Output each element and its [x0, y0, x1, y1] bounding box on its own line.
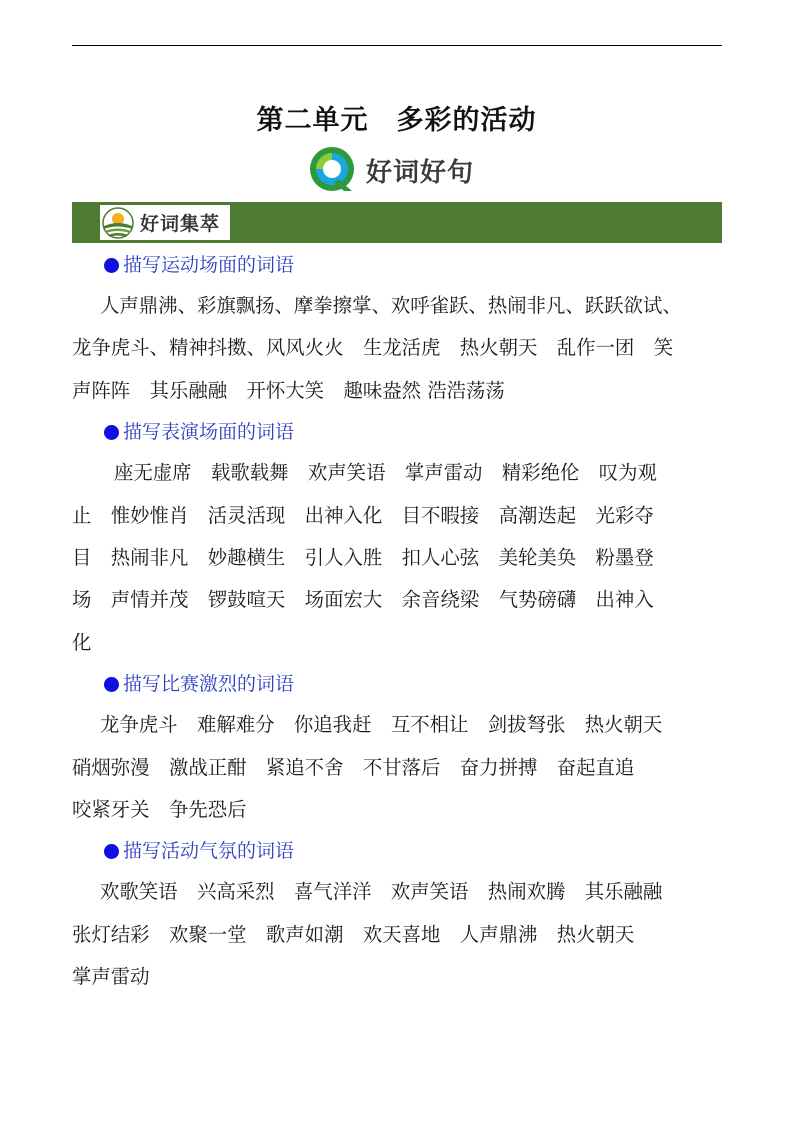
word-line: 掌声雷动	[72, 965, 150, 989]
section-heading	[72, 664, 724, 704]
section-logo	[308, 145, 474, 195]
section-heading-text: 描写运动场面的词语	[123, 254, 295, 276]
logo-text: 好词好句	[366, 157, 475, 188]
word-line: 龙争虎斗 难解难分 你追我赶 互不相让 剑拔弩张 热火朝天	[100, 713, 663, 737]
section-banner	[72, 202, 722, 243]
section-heading-text: 描写活动气氛的词语	[123, 840, 295, 863]
section-heading	[72, 831, 724, 871]
bullet-icon	[104, 677, 119, 692]
page-title: 第二单元 多彩的活动	[256, 105, 537, 136]
top-rule	[72, 45, 722, 46]
word-line: 硝烟弥漫 激战正酣 紧追不舍 不甘落后 奋力拼搏 奋起直追	[72, 755, 635, 779]
word-line: 人声鼎沸、彩旗飘扬、摩拳擦掌、欢呼雀跃、热闹非凡、跃跃欲试、	[100, 294, 682, 317]
word-line: 声阵阵 其乐融融 开怀大笑 趣味盎然 浩浩荡荡	[72, 378, 505, 402]
sunrise-field-icon	[102, 207, 134, 239]
section-heading-text: 描写比赛激烈的词语	[123, 673, 295, 696]
bullet-icon	[104, 258, 119, 273]
q-logo-icon	[308, 145, 358, 195]
section-heading-text: 描写表演场面的词语	[123, 421, 295, 444]
word-line: 欢歌笑语 兴高采烈 喜气洋洋 欢声笑语 热闹欢腾 其乐融融	[100, 880, 663, 904]
bullet-icon	[104, 425, 119, 440]
word-line: 场 声情并茂 锣鼓喧天 场面宏大 余音绕梁 气势磅礴 出神入	[72, 588, 654, 612]
bullet-icon	[104, 844, 119, 859]
word-line: 目 热闹非凡 妙趣横生 引人入胜 扣人心弦 美轮美奂 粉墨登	[72, 546, 654, 570]
word-line: 龙争虎斗、精神抖擞、风风火火 生龙活虎 热火朝天 乱作一团 笑	[72, 336, 674, 360]
word-line: 止 惟妙惟肖 活灵活现 出神入化 目不暇接 高潮迭起 光彩夺	[72, 503, 654, 527]
banner-badge	[100, 205, 230, 240]
banner-label: 好词集萃	[140, 213, 221, 235]
word-line: 座无虚席 载歌载舞 欢声笑语 掌声雷动 精彩绝伦 叹为观	[114, 461, 657, 485]
word-line: 咬紧牙关 争先恐后	[72, 798, 247, 822]
word-line: 张灯结彩 欢聚一堂 歌声如潮 欢天喜地 人声鼎沸 热火朝天	[72, 922, 635, 946]
word-line: 化	[72, 630, 92, 654]
section-heading	[72, 245, 724, 285]
section-heading	[72, 412, 724, 452]
word-list-content	[72, 245, 724, 999]
